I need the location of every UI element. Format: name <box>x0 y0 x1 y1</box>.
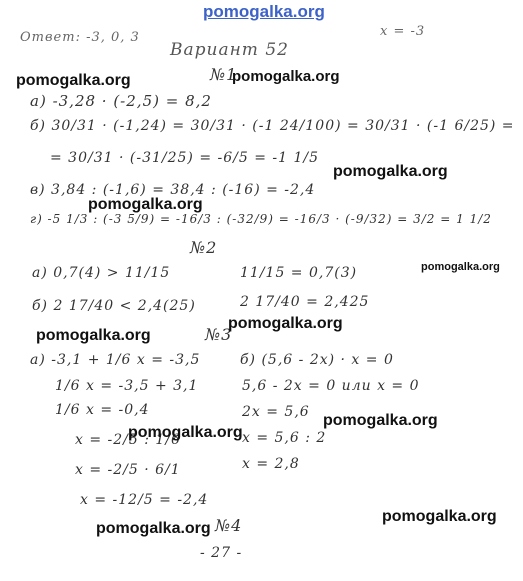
watermark: pomogalka.org <box>382 508 497 525</box>
watermark: pomogalka.org <box>228 315 343 332</box>
problem-2-label: №2 <box>190 238 218 257</box>
problem-1-b-line1: б) 30/31 · (-1,24) = 30/31 · (-1 24/100) = 30/31 · (-1 6/25) = <box>30 118 515 134</box>
variant-title: Вариант 52 <box>170 40 289 60</box>
problem-3-label: №3 <box>205 325 233 344</box>
problem-4-label: №4 <box>215 516 243 535</box>
problem-1-v: в) 3,84 : (-1,6) = 38,4 : (-16) = -2,4 <box>30 182 316 198</box>
x-value-note: x = -3 <box>380 24 426 39</box>
site-link[interactable]: pomogalka.org <box>203 2 325 21</box>
watermark: pomogalka.org <box>88 196 203 213</box>
watermark: pomogalka.org <box>16 72 131 89</box>
problem-1-g: г) -5 1/3 : (-3 5/9) = -16/3 : (-32/9) = -16/3 · (-9/32) = 3/2 = 1 1/2 <box>30 212 492 226</box>
problem-3-b-line5: x = 2,8 <box>242 456 300 472</box>
problem-1-label: №1 <box>210 65 238 84</box>
problem-3-a-line5: x = -2/5 · 6/1 <box>75 462 181 478</box>
problem-3-b-line1: б) (5,6 - 2x) · x = 0 <box>240 352 394 368</box>
problem-3-a-line1: а) -3,1 + 1/6 x = -3,5 <box>30 352 201 368</box>
watermark: pomogalka.org <box>421 261 500 273</box>
watermark: pomogalka.org <box>323 412 438 429</box>
problem-3-a-line6: x = -12/5 = -2,4 <box>80 492 209 508</box>
problem-3-a-line2: 1/6 x = -3,5 + 3,1 <box>55 378 199 394</box>
problem-3-b-line2: 5,6 - 2x = 0 или x = 0 <box>242 378 420 394</box>
watermark: pomogalka.org <box>36 327 151 344</box>
problem-1-a: а) -3,28 · (-2,5) = 8,2 <box>30 92 212 110</box>
watermark: pomogalka.org <box>333 163 448 180</box>
answers-note: Ответ: -3, 0, 3 <box>20 30 140 45</box>
problem-1-b-line2: = 30/31 · (-31/25) = -6/5 = -1 1/5 <box>50 150 320 166</box>
problem-4-line: - 27 - <box>200 545 243 561</box>
watermark: pomogalka.org <box>96 520 211 537</box>
problem-3-b-line3: 2x = 5,6 <box>242 404 310 420</box>
problem-2-b-work: 2 17/40 = 2,425 <box>240 294 370 310</box>
problem-2-b: б) 2 17/40 < 2,4(25) <box>32 298 196 314</box>
watermark: pomogalka.org <box>232 68 340 85</box>
problem-3-a-line3: 1/6 x = -0,4 <box>55 402 150 418</box>
problem-3-b-line4: x = 5,6 : 2 <box>242 430 327 446</box>
problem-3-a-line4: x = -2/5 : 1/6 <box>75 432 181 448</box>
problem-2-a: а) 0,7(4) > 11/15 <box>32 265 171 281</box>
watermark: pomogalka.org <box>128 424 243 441</box>
problem-2-a-work: 11/15 = 0,7(3) <box>240 265 358 281</box>
